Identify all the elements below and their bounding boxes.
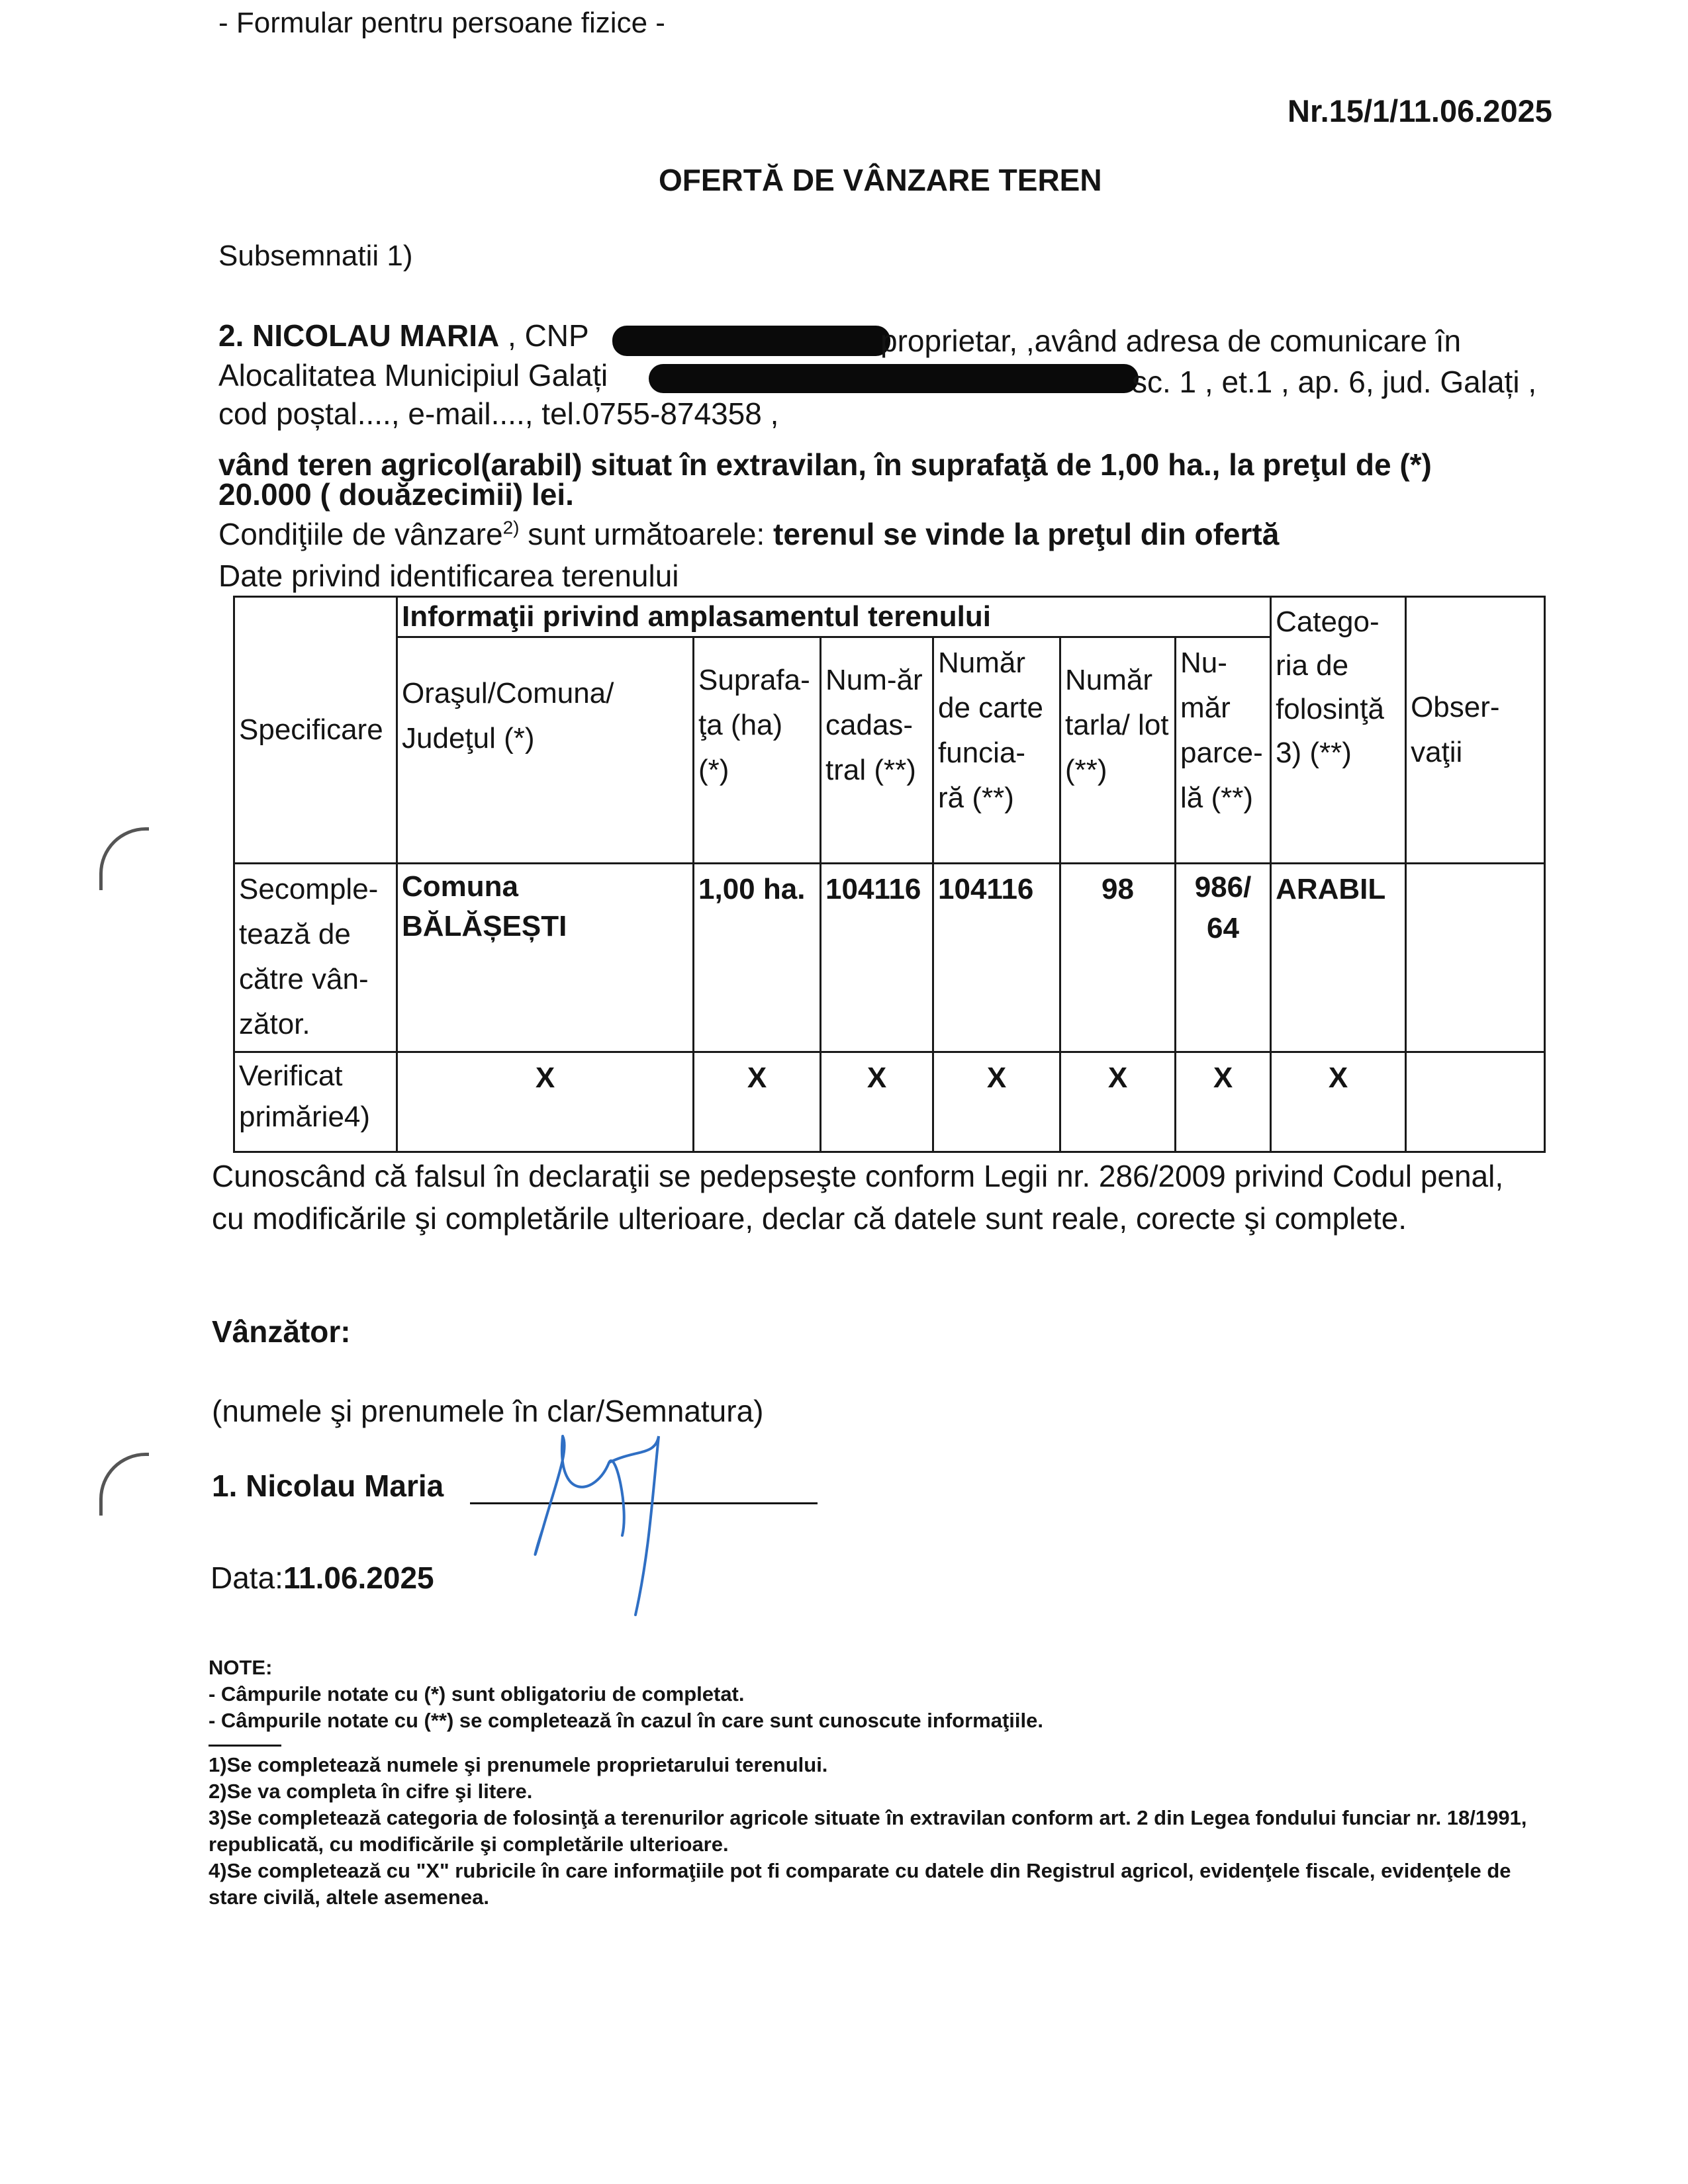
cell-tarla: 98 <box>1060 864 1176 1052</box>
row-verified-text: Verificat primărie4) <box>239 1060 371 1134</box>
footnote-1: 1)Se completează numele şi prenumele proprietarului terenului. <box>209 1753 828 1776</box>
mark-tarla: X <box>1060 1052 1176 1152</box>
row-seller-label: Secomple- tează de către vân- zător. <box>234 864 397 1052</box>
sale-statement-1: vând teren agricol(arabil) situat în extravilan, în suprafaţă de 1,00 ha., la preţul de (*) <box>218 447 1432 482</box>
header-categoria: Catego- ria de folosinţă 3) (**) <box>1271 597 1406 864</box>
owner-role-address: proprietar, ,având adresa de comunicare în <box>880 324 1462 358</box>
form-subtitle: - Formular pentru persoane fizice - <box>218 7 665 39</box>
date-label: Data: <box>211 1561 283 1595</box>
date-line <box>211 1560 434 1596</box>
owner-line-2-start: Alocalitatea Municipiul Galați <box>218 358 608 392</box>
owner-line-3: cod poștal...., e-mail...., tel.0755-874358 , <box>218 396 779 431</box>
owner-line-2-end: sc. 1 , et.1 , ap. 6, jud. Galați , <box>1132 365 1537 399</box>
owner-name: 2. NICOLAU MARIA <box>218 318 500 353</box>
cell-categoria: ARABIL <box>1271 864 1406 1052</box>
signature-hint: (numele şi prenumele în clar/Semnatura) <box>212 1394 764 1428</box>
signature-mark <box>516 1423 688 1621</box>
header-specificare: Specificare <box>234 597 397 864</box>
seller-label: Vânzător: <box>212 1314 351 1349</box>
header-suprafata: Suprafa- ţa (ha) (*) <box>694 637 821 864</box>
declaration-text: Cunoscând că falsul în declaraţii se pedepseşte conform Legii nr. 286/2009 privind Codul penal, cu modificările şi completările ulterioare, declar că datele sunt reale, corecte şi complete. <box>212 1159 1504 1236</box>
header-carte: Număr de carte funcia- ră (**) <box>933 637 1060 864</box>
conditions-line <box>218 516 1279 552</box>
conditions-label: Condiţiile de vânzare <box>218 517 503 551</box>
header-oras: Oraşul/Comuna/ Judeţul (*) <box>397 637 694 864</box>
footnote-3: 3)Se completează categoria de folosinţă a terenurilor agricole situate în extravilan conform art. 2 din Legea fondului funciar nr. 18/1991, republicată, cu modificările şi completările ulterioare. <box>209 1806 1527 1856</box>
page-title: OFERTĂ DE VÂNZARE TEREN <box>659 163 1102 197</box>
notes-title: NOTE: <box>209 1656 273 1679</box>
footnote-divider <box>209 1745 281 1747</box>
identification-label: Date privind identificarea terenului <box>218 559 679 593</box>
cell-carte: 104116 <box>933 864 1060 1052</box>
cell-parcela: 986/ 64 <box>1176 864 1271 1052</box>
header-group: Informaţii privind amplasamentul terenului <box>397 597 1271 637</box>
note-2: - Câmpurile notate cu (**) se completează în cazul în care sunt cunoscute informaţiile. <box>209 1709 1043 1732</box>
header-parcela: Nu- măr parce- lă (**) <box>1176 637 1271 864</box>
mark-oras: X <box>397 1052 694 1152</box>
mark-suprafata: X <box>694 1052 821 1152</box>
redaction-cnp <box>612 326 890 356</box>
table-row-seller <box>234 864 1545 1052</box>
footnote-4: 4)Se completează cu "X" rubricile în care informaţiile pot fi comparate cu datele din Registrul agricol, evidenţele fiscale, evidenţele de stare civilă, altele asemenea. <box>209 1859 1511 1909</box>
note-1: - Câmpurile notate cu (*) sunt obligatoriu de completat. <box>209 1682 745 1706</box>
header-tarla: Număr tarla/ lot (**) <box>1060 637 1176 864</box>
cnp-label: , CNP <box>508 318 589 353</box>
subsemnatii-label: Subsemnatii 1) <box>218 240 413 272</box>
mark-parcela: X <box>1176 1052 1271 1152</box>
footnote-2: 2)Se va completa în cifre şi litere. <box>209 1780 533 1803</box>
header-cadastral: Num-ăr cadas- tral (**) <box>821 637 933 864</box>
notes-block <box>209 1655 1559 1911</box>
conditions-value: terenul se vinde la preţul din ofertă <box>773 517 1280 551</box>
owner-line-1 <box>218 318 589 353</box>
document-number: Nr.15/1/11.06.2025 <box>1288 93 1552 128</box>
cell-cadastral: 104116 <box>821 864 933 1052</box>
punch-hole-mark <box>99 1453 149 1516</box>
mark-observatii <box>1406 1052 1545 1152</box>
cell-oras: Comuna BĂLĂȘEȘTI <box>397 864 694 1052</box>
redaction-address <box>649 364 1139 393</box>
conditions-mid: sunt următoarele: <box>519 517 774 551</box>
conditions-sup: 2) <box>502 517 520 538</box>
cell-observatii <box>1406 864 1545 1052</box>
cell-suprafata: 1,00 ha. <box>694 864 821 1052</box>
sale-statement-2: 20.000 ( douăzecimii) lei. <box>218 477 574 512</box>
header-observatii: Obser- vaţii <box>1406 597 1545 864</box>
signer-name: 1. Nicolau Maria <box>212 1469 444 1503</box>
punch-hole-mark <box>99 827 149 890</box>
date-value: 11.06.2025 <box>283 1561 434 1595</box>
row-verified-label <box>234 1052 397 1152</box>
mark-cadastral: X <box>821 1052 933 1152</box>
mark-carte: X <box>933 1052 1060 1152</box>
mark-categoria: X <box>1271 1052 1406 1152</box>
land-table <box>233 596 1546 1153</box>
table-row-verified <box>234 1052 1545 1152</box>
